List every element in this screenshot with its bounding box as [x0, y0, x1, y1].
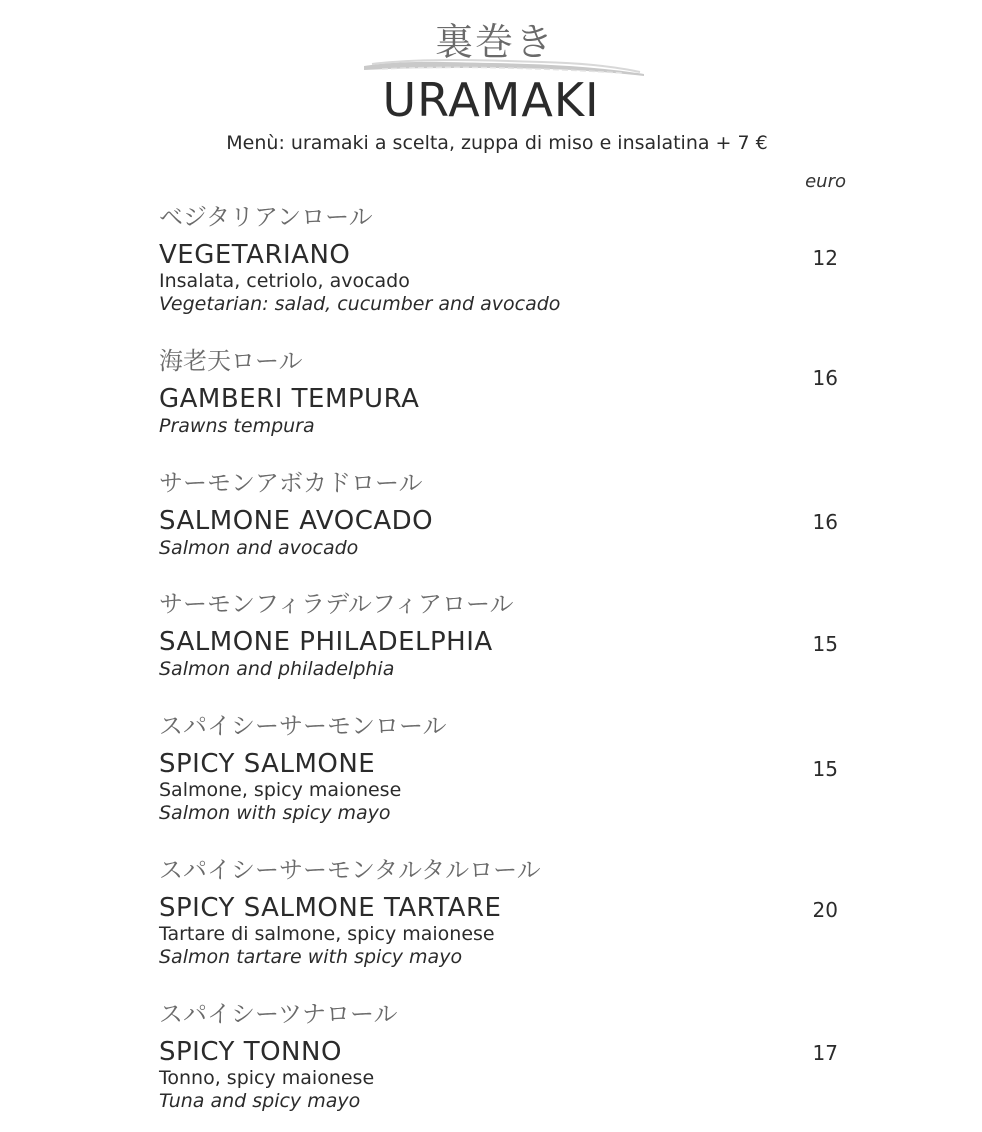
item-description-en: Salmon tartare with spicy mayo [159, 946, 463, 968]
item-description-it: Tonno, spicy maionese [159, 1067, 375, 1089]
menu-subtitle: Menù: uramaki a scelta, zuppa di miso e insalatina + 7 € [226, 132, 768, 154]
item-description-en: Vegetarian: salad, cucumber and avocado [159, 293, 561, 315]
item-price: 12 [812, 246, 838, 270]
item-japanese-name: スパイシーサーモンロール [159, 712, 447, 740]
item-japanese-name: 海老天ロール [159, 347, 303, 375]
item-description-en: Salmon and avocado [159, 537, 359, 559]
page-title: URAMAKI [382, 73, 600, 127]
currency-label: euro [805, 171, 846, 192]
item-name: SPICY TONNO [159, 1037, 342, 1067]
item-description-en: Salmon and philadelphia [159, 658, 395, 680]
item-description-en: Salmon with spicy mayo [159, 802, 391, 824]
item-description-en: Prawns tempura [159, 415, 315, 437]
item-japanese-name: ベジタリアンロール [159, 203, 373, 231]
item-name: GAMBERI TEMPURA [159, 384, 420, 414]
item-description-it: Tartare di salmone, spicy maionese [159, 923, 495, 945]
item-price: 15 [812, 632, 838, 656]
item-price: 16 [812, 510, 838, 534]
menu-item-vegetariano [159, 202, 859, 316]
item-japanese-name: スパイシーツナロール [159, 1000, 398, 1028]
menu-header [0, 0, 982, 170]
item-japanese-name: サーモンフィラデルフィアロール [159, 590, 514, 618]
menu-item-gamberi-tempura [159, 346, 859, 438]
item-price: 15 [812, 757, 838, 781]
item-name: SPICY SALMONE [159, 749, 376, 779]
item-price: 20 [812, 898, 838, 922]
item-name: SALMONE PHILADELPHIA [159, 627, 493, 657]
menu-item-salmone-philadelphia [159, 589, 859, 681]
item-description-it: Insalata, cetriolo, avocado [159, 270, 410, 292]
item-name: SPICY SALMONE TARTARE [159, 893, 502, 923]
item-price: 16 [812, 366, 838, 390]
menu-item-spicy-salmone-tartare [159, 855, 859, 969]
item-price: 17 [812, 1041, 838, 1065]
item-description-it: Salmone, spicy maionese [159, 779, 402, 801]
item-description-en: Tuna and spicy mayo [159, 1090, 361, 1112]
item-japanese-name: スパイシーサーモンタルタルロール [159, 856, 541, 884]
item-name: VEGETARIANO [159, 240, 351, 270]
item-japanese-name: サーモンアボカドロール [159, 469, 423, 497]
japanese-title: 裏巻き [434, 20, 555, 64]
menu-item-spicy-tonno [159, 999, 859, 1113]
menu-item-spicy-salmone [159, 711, 859, 825]
item-name: SALMONE AVOCADO [159, 506, 434, 536]
menu-item-salmone-avocado [159, 468, 859, 560]
